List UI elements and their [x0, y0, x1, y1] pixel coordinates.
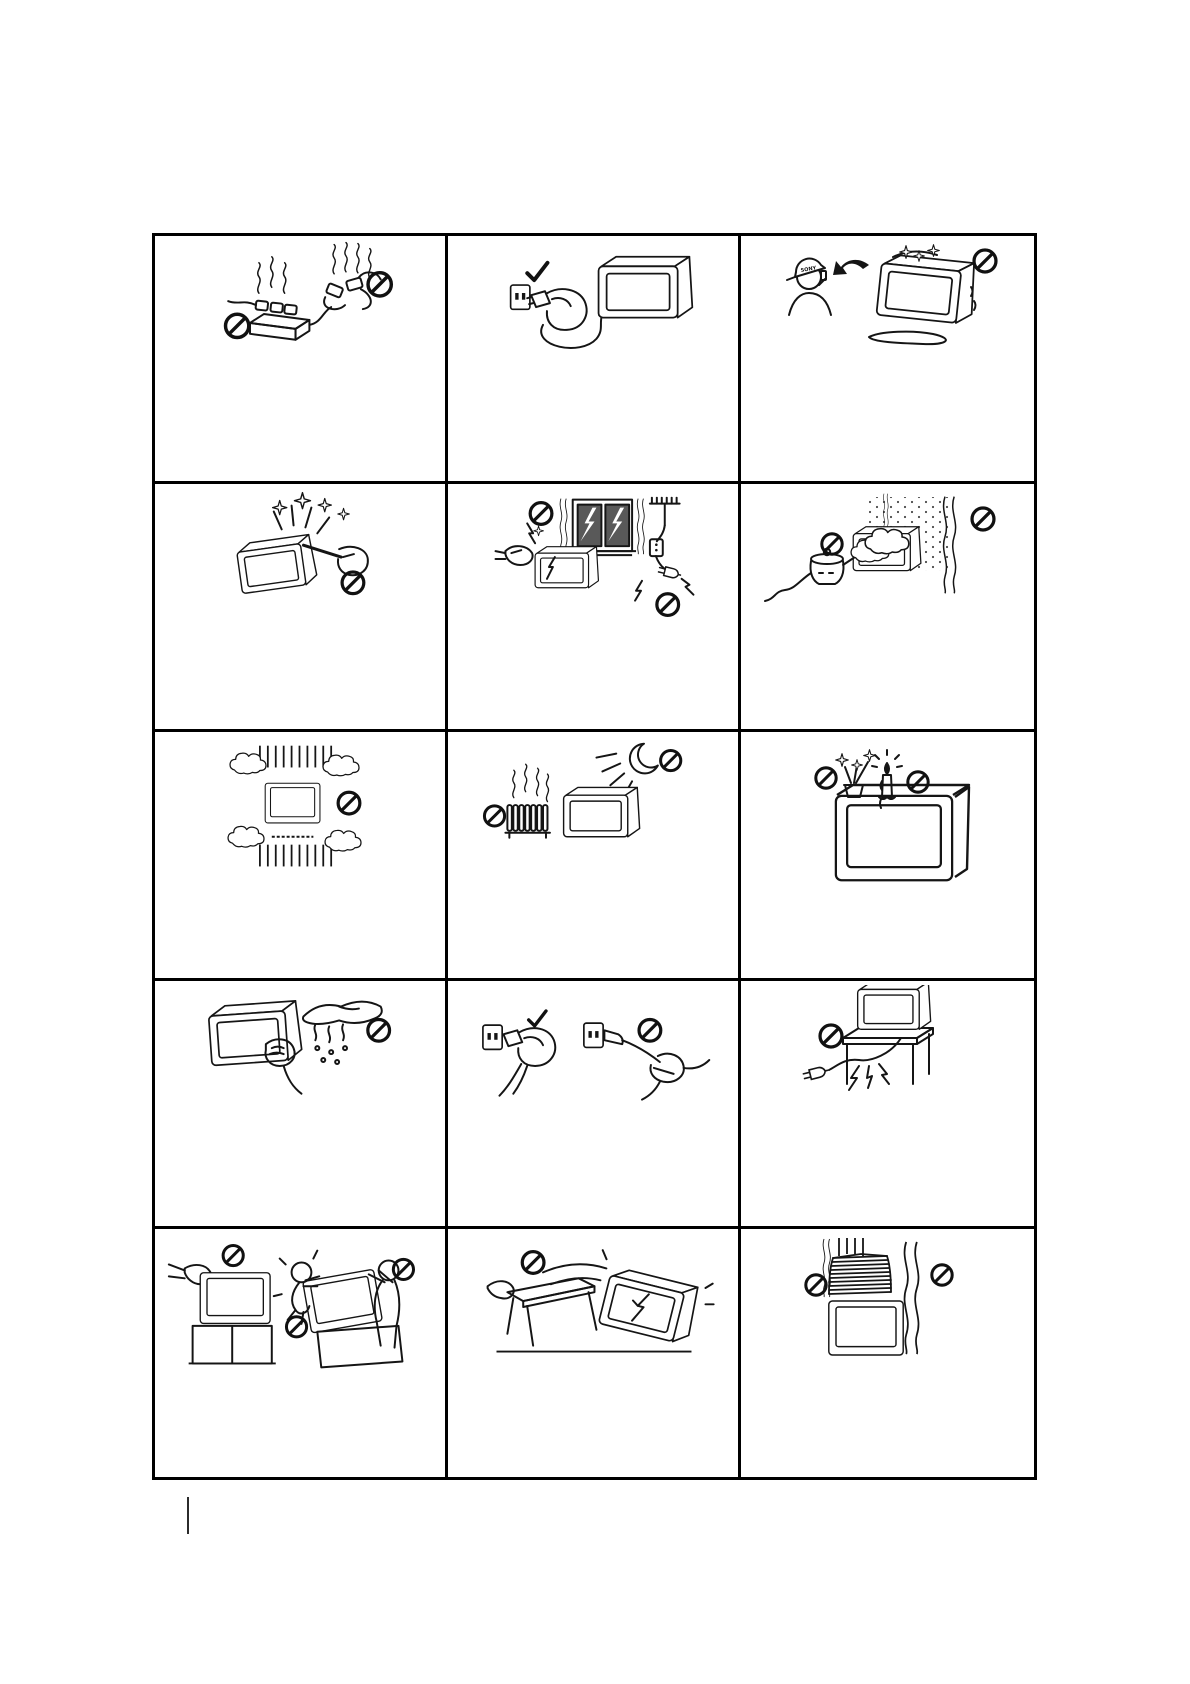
cell-no-overloaded-outlet	[155, 236, 448, 484]
prohibition-icon	[368, 1019, 390, 1041]
cabinet-drawing	[189, 1326, 276, 1364]
plug-icon	[658, 566, 682, 580]
flower-icon	[864, 750, 876, 762]
cell-no-unstable-surface	[448, 1229, 741, 1477]
tv-icon	[599, 257, 693, 318]
smoke-icon	[357, 244, 359, 273]
tv-drawing	[208, 1000, 302, 1065]
cell-no-heat-sun	[448, 732, 741, 980]
tv-icon	[535, 547, 598, 588]
tilting-tv-drawing	[303, 1269, 383, 1333]
tv-icon	[598, 1266, 700, 1345]
tv-icon	[858, 985, 931, 1029]
heavy-objects-illustration	[741, 1233, 1034, 1385]
tv-icon	[236, 534, 318, 593]
prohibition-icon	[522, 1251, 544, 1273]
cell-no-pinched-cord	[741, 981, 1034, 1229]
cell-spill-call-service	[741, 236, 1034, 484]
checkmark-icon	[527, 263, 547, 280]
heat-and-sun-illustration	[448, 736, 738, 888]
cell-no-objects-on-top	[741, 732, 1034, 980]
tv-icon	[265, 784, 320, 824]
spark-icon	[294, 493, 310, 509]
pull-plug-illustration	[448, 985, 738, 1137]
dry-cloth-illustration	[155, 985, 445, 1137]
heat-wave-icon	[537, 769, 539, 796]
no-climbing-illustration	[155, 1233, 445, 1385]
curtain-icon	[560, 499, 567, 554]
tv-icon	[208, 1000, 302, 1065]
tilted-table-drawing	[488, 1264, 607, 1345]
kettle-drawing	[765, 549, 855, 601]
power-strip-drawing	[228, 272, 380, 339]
tv-icon	[564, 788, 640, 837]
cell-no-steam-humidity	[741, 484, 1034, 732]
curtain-icon	[905, 1242, 919, 1354]
prohibition-icon	[393, 1259, 413, 1279]
tv-stand-drawing	[843, 1028, 933, 1084]
tv-drawing	[236, 534, 318, 593]
prohibition-icon	[932, 1265, 952, 1285]
smoke-icon	[283, 263, 285, 294]
falling-tv-drawing	[585, 1250, 720, 1349]
spark-icon	[534, 526, 544, 536]
heat-cloud-icon	[323, 756, 359, 777]
prohibition-icon	[972, 508, 994, 530]
prohibition-icon	[639, 1019, 661, 1041]
flower-icon	[836, 754, 849, 767]
trapped-cord-drawing	[829, 1038, 901, 1090]
prohibition-icon	[661, 751, 681, 771]
correct-grip-drawing	[499, 1028, 555, 1095]
prohibition-icon	[908, 772, 928, 792]
curtain-icon	[637, 499, 644, 554]
wet-cloth-drawing	[303, 1001, 382, 1063]
cell-no-objects-in-vents	[155, 484, 448, 732]
prohibition-icon	[816, 768, 836, 788]
no-overloaded-outlet-illustration	[155, 240, 445, 392]
arrow-to-person-icon	[833, 260, 869, 275]
smoke-icon	[333, 245, 335, 274]
cell-thunderstorm-no-touch	[448, 484, 741, 732]
prohibition-icon	[338, 793, 360, 815]
tv-icon	[836, 796, 952, 880]
tv-icon	[876, 254, 977, 325]
cell-no-climbing	[155, 1229, 448, 1477]
prohibition-icon	[657, 594, 679, 616]
no-objects-in-vents-illustration	[155, 488, 445, 640]
magazine-stack-drawing	[829, 1254, 891, 1294]
smoke-icon	[271, 257, 273, 288]
spark-icon	[338, 508, 350, 520]
unstable-surface-illustration	[448, 1233, 738, 1385]
smoke-icon	[345, 243, 347, 272]
smoke-icon	[258, 263, 260, 294]
cell-no-blocked-ventilation	[155, 732, 448, 980]
prohibition-icon	[530, 503, 552, 525]
call-service-illustration	[741, 240, 1034, 392]
no-steam-illustration	[741, 488, 1034, 640]
prohibition-icon	[974, 250, 996, 272]
outlet-icon	[511, 285, 530, 309]
cell-grip-plug-to-connect	[448, 236, 741, 484]
heat-wave-icon	[525, 765, 527, 792]
blocked-ventilation-illustration	[155, 736, 445, 888]
yanked-plug-drawing	[658, 566, 682, 580]
spark-icon	[318, 499, 331, 512]
prohibition-icon	[226, 314, 249, 337]
prohibition-icon	[822, 534, 842, 554]
cell-dry-cloth-only	[155, 981, 448, 1229]
cell-no-heavy-objects-curtains	[741, 1229, 1034, 1477]
tv-icon	[200, 1273, 270, 1324]
safety-illustration-table	[152, 233, 1037, 1480]
service-cap-text: SONY	[800, 265, 817, 274]
prohibition-icon	[223, 1245, 243, 1265]
vase-candle-illustration	[741, 736, 1034, 888]
wet-tv-drawing	[876, 254, 977, 325]
tv-icon	[829, 1301, 903, 1355]
prohibition-icon	[286, 1317, 306, 1337]
outlet-icon	[483, 1025, 502, 1049]
tv-icon	[303, 1269, 383, 1333]
heat-cloud-icon	[325, 831, 361, 852]
heat-wave-icon	[513, 771, 515, 798]
prohibition-icon	[806, 1275, 826, 1295]
outlet-icon	[584, 1023, 603, 1047]
pinched-cord-illustration	[741, 985, 1034, 1137]
heat-wave-icon	[546, 775, 548, 802]
footer-margin-rule	[187, 1497, 189, 1534]
plug-icon	[803, 1065, 829, 1080]
sun-crescent-icon	[630, 744, 658, 774]
heat-cloud-icon	[228, 827, 264, 848]
thunderstorm-illustration	[448, 488, 738, 640]
checkmark-icon	[529, 1011, 546, 1026]
grip-plug-illustration	[448, 240, 738, 392]
cord-yank-drawing	[604, 1030, 709, 1099]
prohibition-icon	[484, 806, 504, 826]
flower-icon	[852, 760, 863, 771]
cell-pull-plug-not-cord	[448, 981, 741, 1229]
unplugged-plug-drawing	[803, 1065, 829, 1080]
prohibition-icon	[820, 1025, 842, 1047]
curtain-pleats-drawing	[839, 1238, 863, 1256]
